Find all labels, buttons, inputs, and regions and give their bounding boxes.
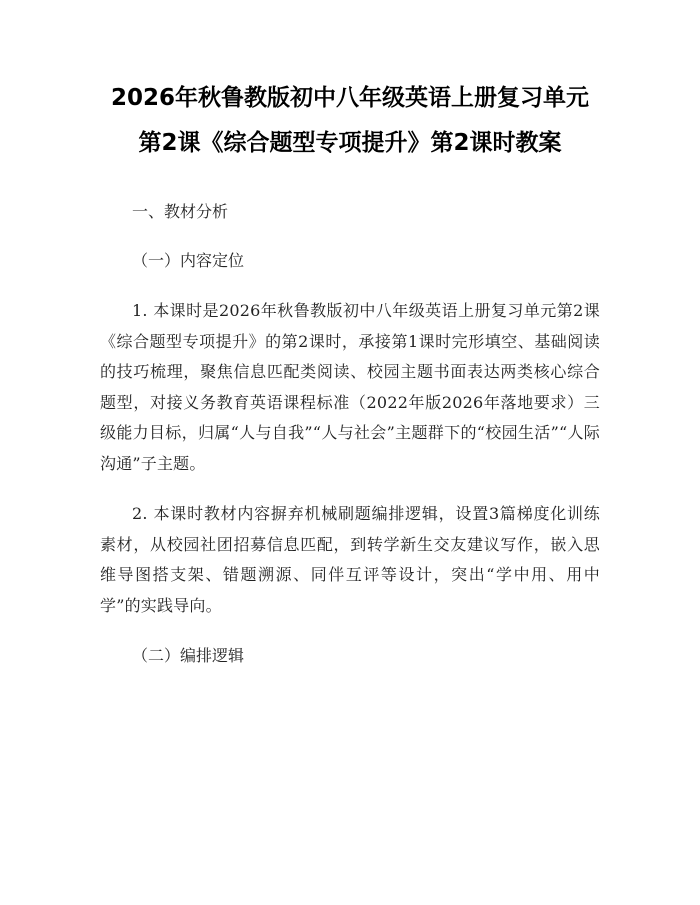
section-heading-textbook-analysis: 一、教材分析 [132,202,229,221]
paragraph-2: 2. 本课时教材内容摒弃机械刷题编排逻辑，设置3篇梯度化训练素材，从校园社团招募信息匹配，到转学新生交友建议写作，嵌入思维导图搭支架、错题溯源、同伴互评等设计，突出“学中用、用中学”的实践导向。 [100,504,600,615]
paragraph-1: 1. 本课时是2026年秋鲁教版初中八年级英语上册复习单元第2课《综合题型专项提升》的第2课时，承接第1课时完形填空、基础阅读的技巧梳理，聚焦信息匹配类阅读、校园主题书面表达两类核心综合题型，对接义务教育英语课程标准（2022年版2026年落地要求）三级能力目标，归属“人与自我”“人与社会”主题群下的“校园生活”“人际沟通”子主题。 [100,301,600,473]
subsection-heading-content-positioning: （一）内容定位 [132,251,245,270]
document-title: 2026年秋鲁教版初中八年级英语上册复习单元第2课《综合题型专项提升》第2课时教案 [110,85,589,156]
subsection-heading-arrangement-logic: （二）编排逻辑 [132,646,245,665]
